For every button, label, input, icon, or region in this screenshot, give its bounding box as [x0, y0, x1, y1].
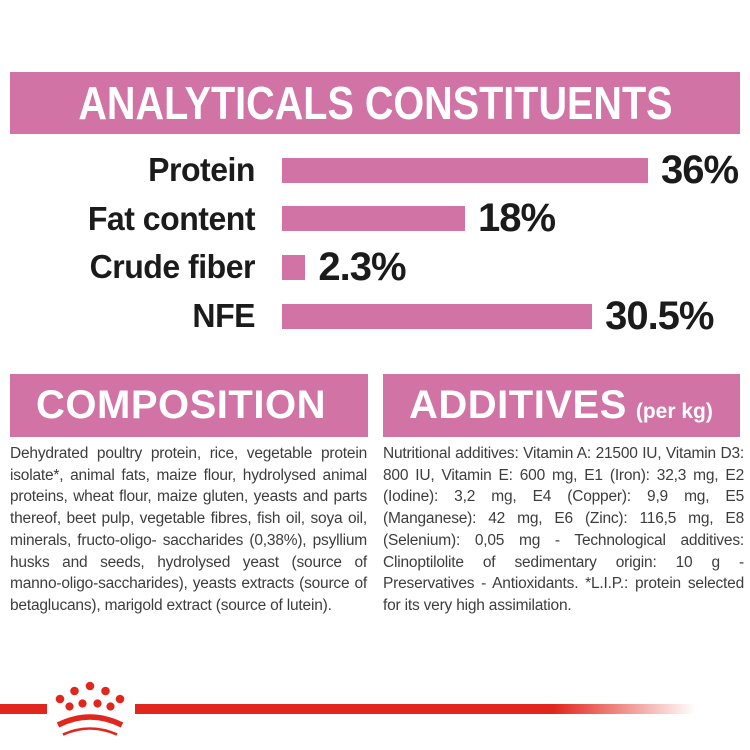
chart-row — [0, 195, 750, 244]
chart-category-label: Protein — [148, 151, 255, 189]
composition-title: COMPOSITION — [36, 383, 326, 427]
additives-title: ADDITIVES — [409, 383, 627, 427]
chart-bar — [282, 158, 648, 183]
chart-value-label: 18% — [478, 196, 556, 241]
chart-value-label: 36% — [661, 147, 739, 192]
chart-row — [0, 146, 750, 195]
footer-rule-left — [0, 704, 47, 714]
composition-header — [10, 374, 368, 437]
additives-unit-label: (per kg) — [635, 399, 713, 423]
chart-category-label: NFE — [192, 297, 255, 335]
additives-header — [383, 374, 740, 437]
chart-category-label: Fat content — [87, 199, 256, 237]
chart-value-label: 30.5% — [605, 293, 714, 338]
chart-category-label: Crude fiber — [89, 248, 255, 286]
royal-canin-crown-logo — [48, 679, 132, 741]
footer-rule-right — [135, 704, 701, 714]
composition-body: Dehydrated poultry protein, rice, vegetable protein isolate*, animal fats, maize flour, hydrolysed animal proteins, wheat flour, maize gluten, yeasts and parts thereof, beet pulp, vegetable fibres, fish oil, soya oil, minerals, fructo-oligo- saccharides (0,38%), psyllium husks and seeds, hydrolysed yeast (source of manno-oligo-saccharides), yeasts extracts (source of betaglucans), marigold extract (source of lutein). — [10, 445, 367, 614]
chart-bar — [282, 255, 305, 280]
chart-row — [0, 292, 750, 341]
chart-bar — [282, 206, 465, 231]
analyticals-title: ANALYTICALS CONSTITUENTS — [77, 77, 673, 129]
analyticals-banner — [10, 72, 740, 134]
analyticals-chart — [0, 146, 750, 340]
chart-value-label: 2.3% — [318, 244, 406, 289]
additives-body: Nutritional additives: Vitamin A: 21500 IU, Vitamin D3: 800 IU, Vitamin E: 600 mg, E1 (Iron): 32,3 mg, E2 (Iodine): 3,2 mg, E4 (Copper): 9,9 mg, E5 (Manganese): 42 mg, E6 (Zinc): 116,5 mg, E8 (Selenium): 0,05 mg - Technological additives: Clinoptilolite of sedimentary origin: 10 g - Preservatives - Antioxidants. *L.I.P.: protein selected for its very high assimilation. — [383, 445, 744, 614]
chart-bar — [282, 304, 592, 329]
chart-row — [0, 243, 750, 292]
